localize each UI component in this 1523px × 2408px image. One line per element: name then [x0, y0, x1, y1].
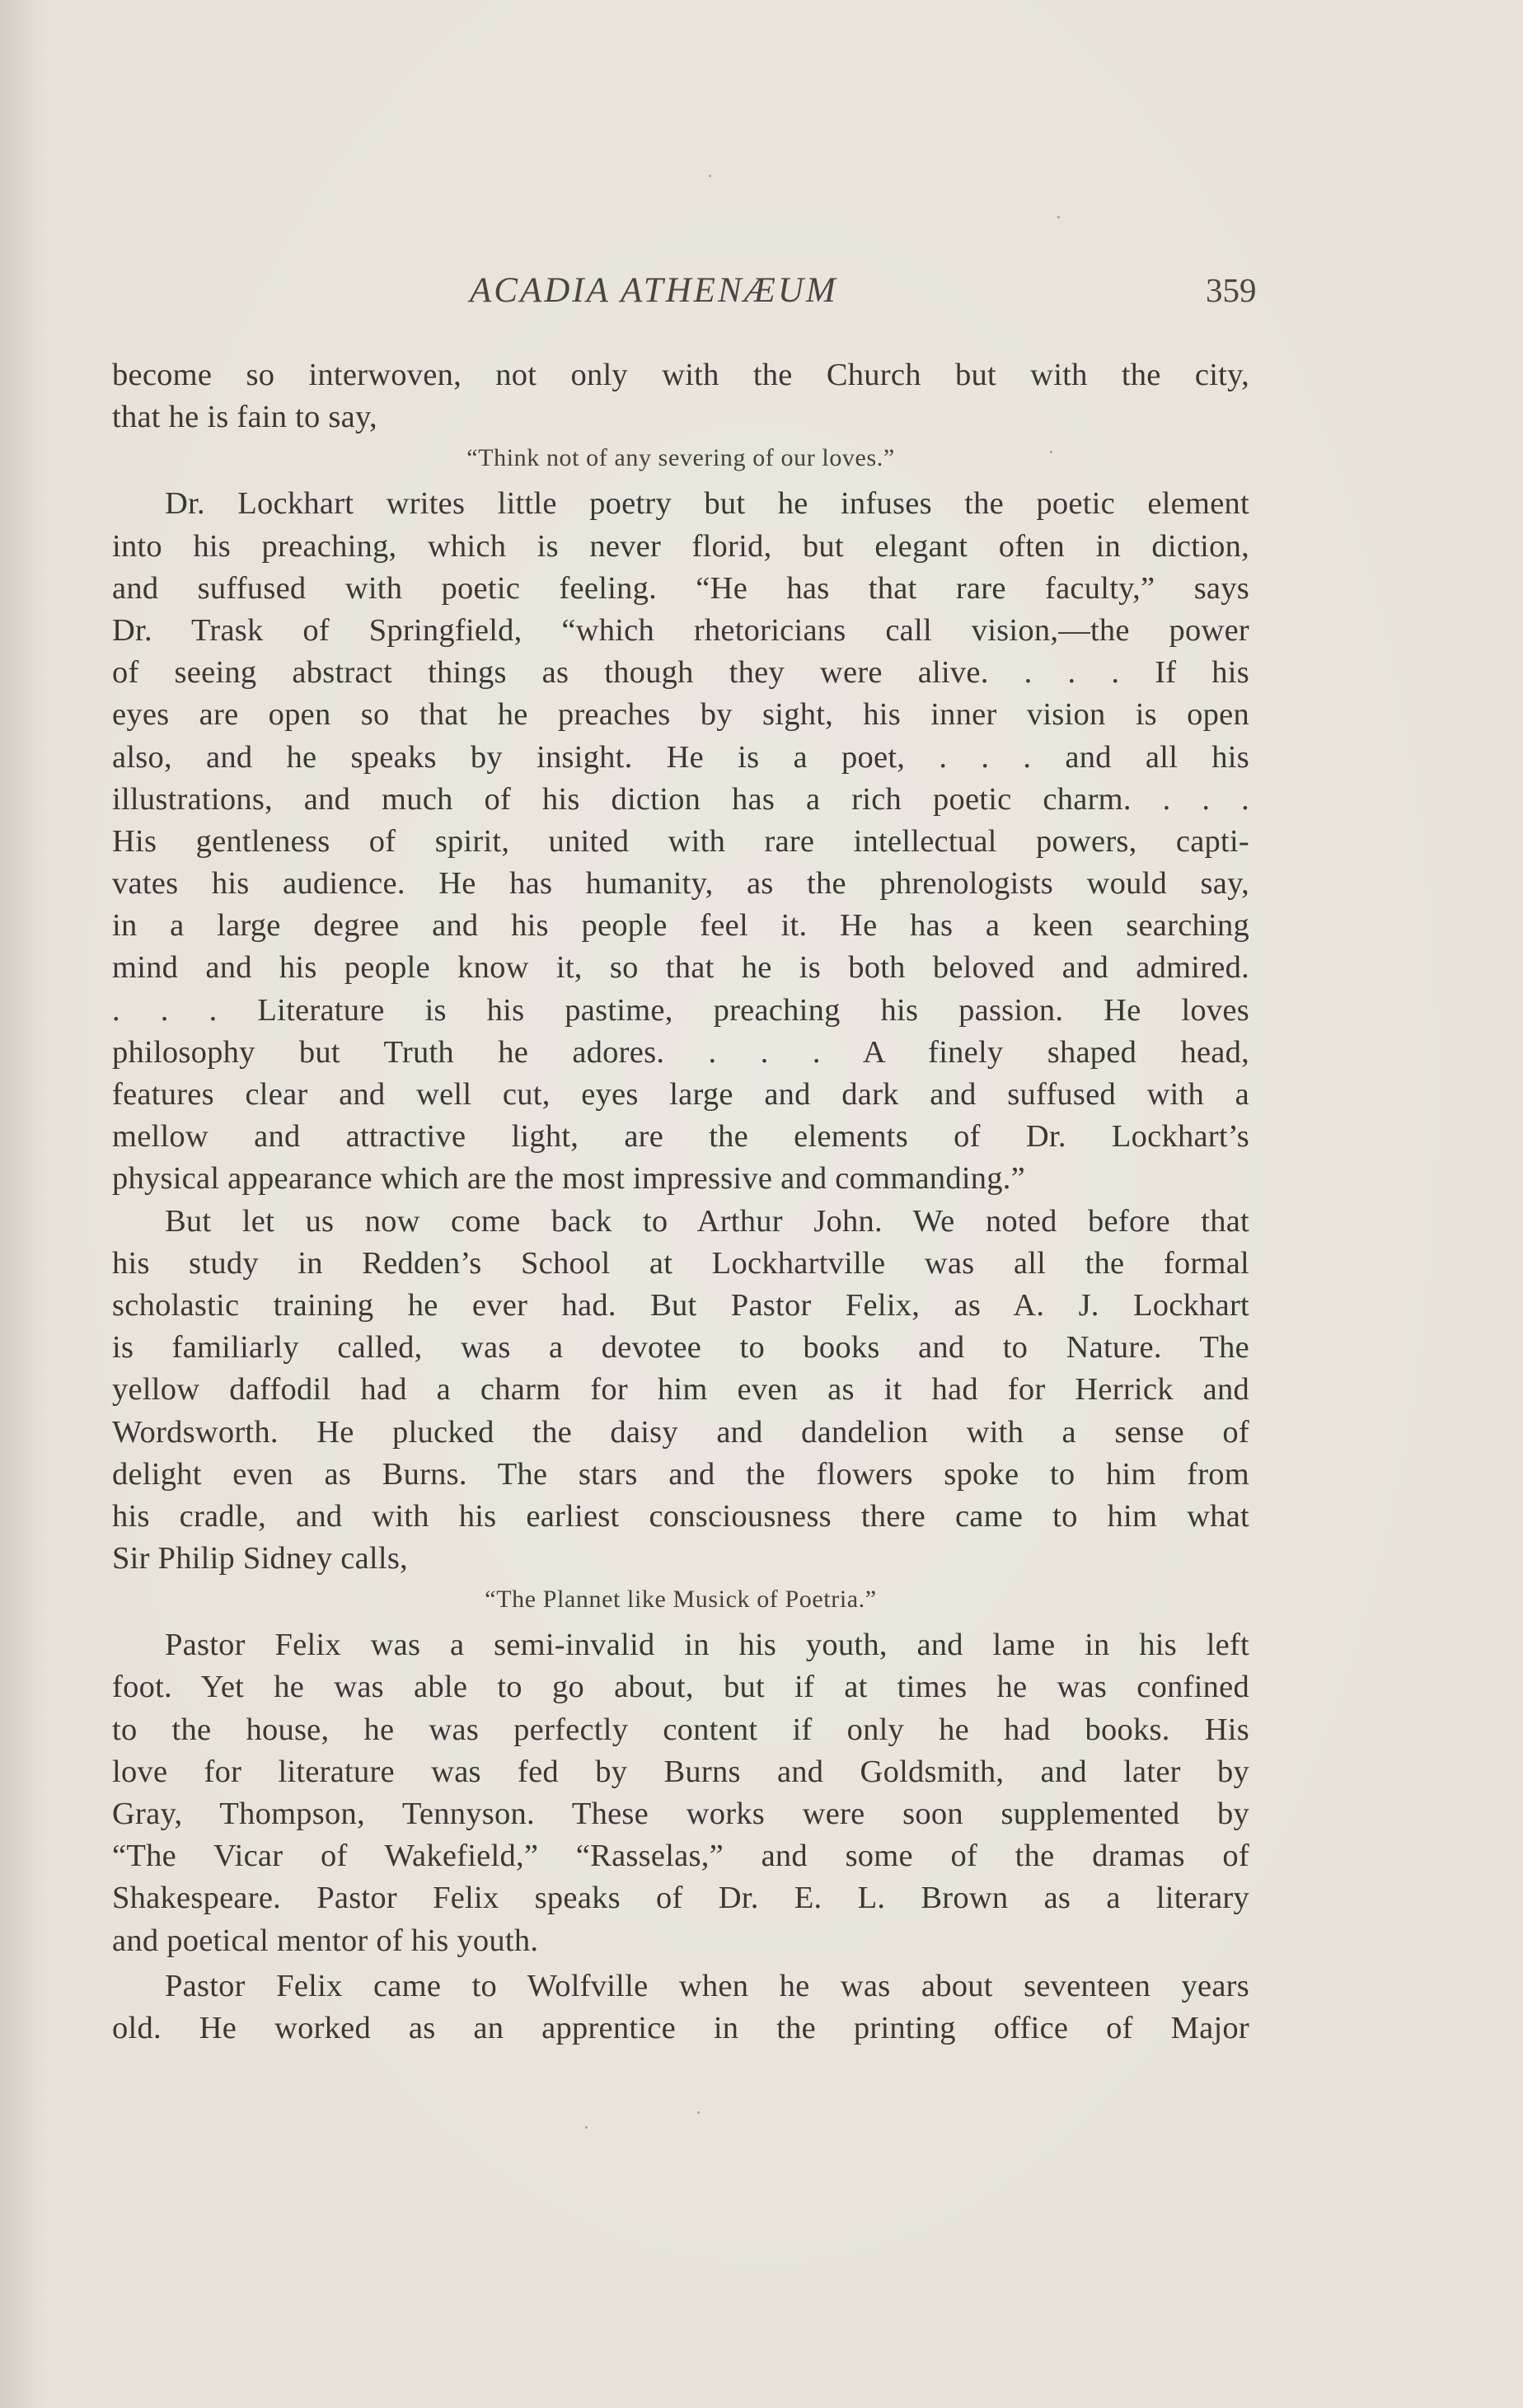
- text-line: Shakespeare. Pastor Felix speaks of Dr. E. L. Brown as a literary: [112, 1881, 1249, 1916]
- speck: [1050, 451, 1052, 453]
- text-line: scholastic training he ever had. But Pastor Felix, as A. J. Lockhart: [112, 1287, 1249, 1323]
- text-line: also, and he speaks by insight. He is a poet, . . . and all his: [112, 739, 1249, 775]
- text-line: Sir Philip Sidney calls,: [112, 1541, 408, 1576]
- text-line: His gentleness of spirit, united with rare intellectual powers, capti-: [112, 823, 1249, 859]
- text-line: “The Vicar of Wakefield,” “Rasselas,” and some of the dramas of: [112, 1839, 1249, 1874]
- text-line: his cradle, and with his earliest consciousness there came to him what: [112, 1498, 1249, 1534]
- text-line: love for literature was fed by Burns and Goldsmith, and later by: [112, 1754, 1249, 1789]
- speck: [709, 175, 711, 177]
- paragraph-1: [112, 354, 1249, 438]
- text-line: Dr. Lockhart writes little poetry but he infuses the poetic element: [165, 486, 1249, 522]
- text-line: physical appearance which are the most impressive and commanding.”: [112, 1161, 1026, 1197]
- text-line: mellow and attractive light, are the elements of Dr. Lockhart’s: [112, 1119, 1249, 1155]
- text-line: delight even as Burns. The stars and the flowers spoke to him from: [112, 1456, 1249, 1492]
- text-line: Gray, Thompson, Tennyson. These works were soon supplemented by: [112, 1797, 1249, 1831]
- text-line: Pastor Felix came to Wolfville when he was about seventeen years: [165, 1968, 1249, 2003]
- text-line: become so interwoven, not only with the Church but with the city,: [112, 358, 1249, 392]
- text-line: into his preaching, which is never florid, but elegant often in diction,: [112, 528, 1249, 564]
- text-line: that he is fain to say,: [112, 400, 377, 435]
- page-header: [0, 270, 1523, 320]
- text-line: and poetical mentor of his youth.: [112, 1923, 539, 1958]
- text-line: philosophy but Truth he adores. . . . A finely shaped head,: [112, 1034, 1249, 1070]
- text-line: But let us now come back to Arthur John. We noted before that: [165, 1203, 1249, 1239]
- text-line: Wordsworth. He plucked the daisy and dandelion with a sense of: [112, 1414, 1249, 1450]
- page-number: 359: [1206, 271, 1257, 309]
- paragraph-3: [112, 1201, 1249, 1581]
- text-line: to the house, he was perfectly content if only he had books. His: [112, 1712, 1249, 1747]
- text-line: vates his audience. He has humanity, as the phrenologists would say,: [112, 866, 1249, 902]
- speck: [1057, 216, 1060, 218]
- block-quote-1: “Think not of any severing of our loves.”: [466, 444, 895, 472]
- block-quote-2: “The Plannet like Musick of Poetria.”: [485, 1586, 877, 1614]
- text-line: Pastor Felix was a semi-invalid in his youth, and lame in his left: [165, 1628, 1249, 1663]
- text-line: and suffused with poetic feeling. “He has that rare faculty,” says: [112, 570, 1249, 606]
- text-line: eyes are open so that he preaches by sight, his inner vision is open: [112, 697, 1249, 733]
- text-line: . . . Literature is his pastime, preaching his passion. He loves: [112, 992, 1249, 1028]
- paragraph-2: [112, 483, 1249, 1200]
- speck: [697, 2111, 700, 2114]
- text-line: of seeing abstract things as though they were alive. . . . If his: [112, 655, 1249, 691]
- article-body: [112, 354, 1249, 2050]
- text-line: features clear and well cut, eyes large and dark and suffused with a: [112, 1077, 1249, 1112]
- text-line: Dr. Trask of Springfield, “which rhetoricians call vision,—the power: [112, 612, 1249, 648]
- text-line: mind and his people know it, so that he is both beloved and admired.: [112, 950, 1249, 986]
- text-line: old. He worked as an apprentice in the printing office of Major: [112, 2010, 1249, 2045]
- scan-edge-shadow: [0, 0, 49, 2408]
- paragraph-5: [112, 1965, 1249, 2050]
- text-line: yellow daffodil had a charm for him even as it had for Herrick and: [112, 1372, 1249, 1408]
- paragraph-4: [112, 1624, 1249, 1962]
- running-title: ACADIA ATHENÆUM: [470, 271, 838, 310]
- text-line: in a large degree and his people feel it. He has a keen searching: [112, 908, 1249, 944]
- text-line: his study in Redden’s School at Lockhartville was all the formal: [112, 1245, 1249, 1281]
- text-line: illustrations, and much of his diction has a rich poetic charm. . . .: [112, 781, 1249, 817]
- text-line: is familiarly called, was a devotee to books and to Nature. The: [112, 1330, 1249, 1366]
- text-line: foot. Yet he was able to go about, but if at times he was confined: [112, 1670, 1249, 1705]
- speck: [585, 2126, 588, 2129]
